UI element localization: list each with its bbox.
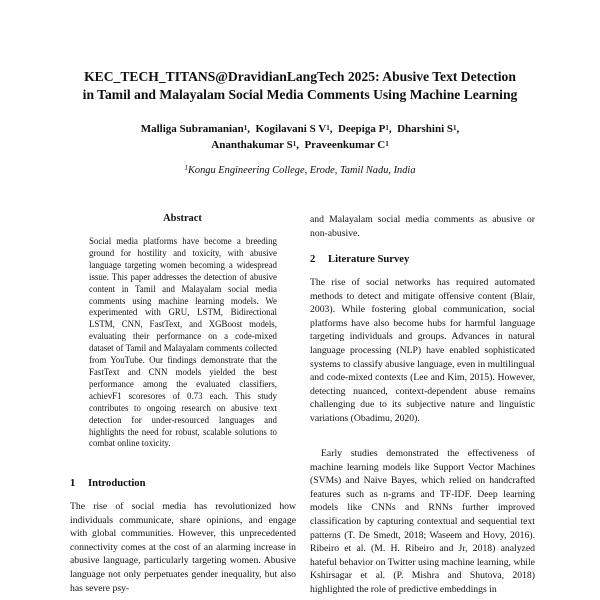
title-line-2: in Tamil and Malayalam Social Media Comments Using Machine Learning — [82, 87, 518, 102]
author-name: Kogilavani S V — [255, 123, 327, 135]
affiliation-text: Kongu Engineering College, Erode, Tamil Nadu, India — [187, 165, 416, 176]
author-sep: , — [296, 139, 302, 151]
author-name: Malliga Subramanian — [140, 123, 244, 135]
literature-paragraph-2: Early studies demonstrated the effectiveness of machine learning models like Support Vector Machines (SVMs) and Naive Bayes, which relied on handcrafted features such as n-grams and TF-IDF. Deep learning models like CNNs and RNNs further improved classification by capturing contextual and sequential text patterns (T. De Smedt, 2018; Waseem and Hovy, 2016). Ribeiro et al. (M. H. Ribeiro and Jr, 2018) analyzed hateful behavior on Twitter using machine learning, while Kshirsagar et al. (P. Mishra and Shutova, 2018) highlighted the role of predictive embeddings in — [310, 448, 535, 595]
literature-number: 2 — [310, 254, 316, 265]
abstract-heading: Abstract — [163, 213, 202, 224]
author-sep: , — [388, 123, 395, 135]
right-column-continuation: and Malayalam social media comments as abusive or non-abusive. — [310, 214, 535, 239]
title-line-1: KEC_TECH_TITANS@DravidianLangTech 2025: Abusive Text Detection — [84, 69, 516, 84]
author-name: Deepiga P — [337, 123, 386, 135]
intro-number: 1 — [70, 478, 76, 489]
paper-title — [60, 68, 540, 104]
author-affil-mark: 1 — [292, 140, 297, 148]
affiliation-mark: 1 — [184, 164, 188, 172]
literature-paragraph-1: The rise of social networks has required automated methods to detect and mitigate offensive content (Blair, 2003). While fostering global communication, social platforms have also become hubs for harmful language targeting individuals and groups. Advances in natural language processing (NLP) have enabled sophisticated systems to classify abusive language, even in multilingual and code-mixed contexts (Lee and Kim, 2015). However, detecting nuanced, context-dependent abuse remains challenging due to its subjective nature and linguistic variations (Obadimu, 2020). — [310, 277, 535, 424]
author-name: Praveenkumar C — [304, 139, 386, 151]
literature-heading — [310, 254, 409, 265]
author-sep: , — [456, 123, 460, 135]
authors-line-2 — [60, 137, 540, 153]
author-list — [60, 121, 540, 153]
author-sep: , — [329, 123, 336, 135]
intro-heading — [70, 478, 146, 489]
author-affil-mark: 1 — [326, 124, 330, 132]
author-affil-mark: 1 — [453, 124, 457, 132]
affiliation — [60, 165, 540, 176]
authors-line-1 — [60, 121, 540, 137]
author-sep: , — [247, 123, 253, 135]
literature-heading-text: Literature Survey — [328, 254, 410, 265]
author-affil-mark: 1 — [385, 124, 389, 132]
intro-text: The rise of social media has revolutionized how individuals communicate, share opinions, and engage with global communities. However, this unprecedented connectivity comes at the cost of an alarming increase in abusive language, particularly targeting women. Abusive language not only perpetuates gender inequality, but also has severe psy- — [70, 501, 296, 594]
intro-heading-text: Introduction — [88, 478, 146, 489]
abstract-text: Social media platforms have become a breeding ground for hostility and toxicity, with abusive language targeting women becoming a widespread issue. This paper addresses the detection of abusive content in Tamil and Malayalam social media comments using machine learning models. We experimented with GRU, LSTM, Bidirectional LSTM, CNN, FastText, and XGBoost models, evaluating their performance on a code-mixed dataset of Tamil and Malayalam comments collected from YouTube. Our findings demonstrate that the FastText and CNN models yielded the best performance among the evaluated classifiers, achievF1 scoresores of 0.73 each. This study contributes to ongoing research on abusive text detection for under-resourced languages and highlights the need for robust, scalable solutions to combat online toxicity. — [89, 236, 277, 449]
author-affil-mark: 1 — [385, 140, 389, 148]
author-name: Dharshini S — [397, 123, 454, 135]
author-name: Ananthakumar S — [211, 139, 293, 151]
author-affil-mark: 1 — [243, 124, 248, 132]
